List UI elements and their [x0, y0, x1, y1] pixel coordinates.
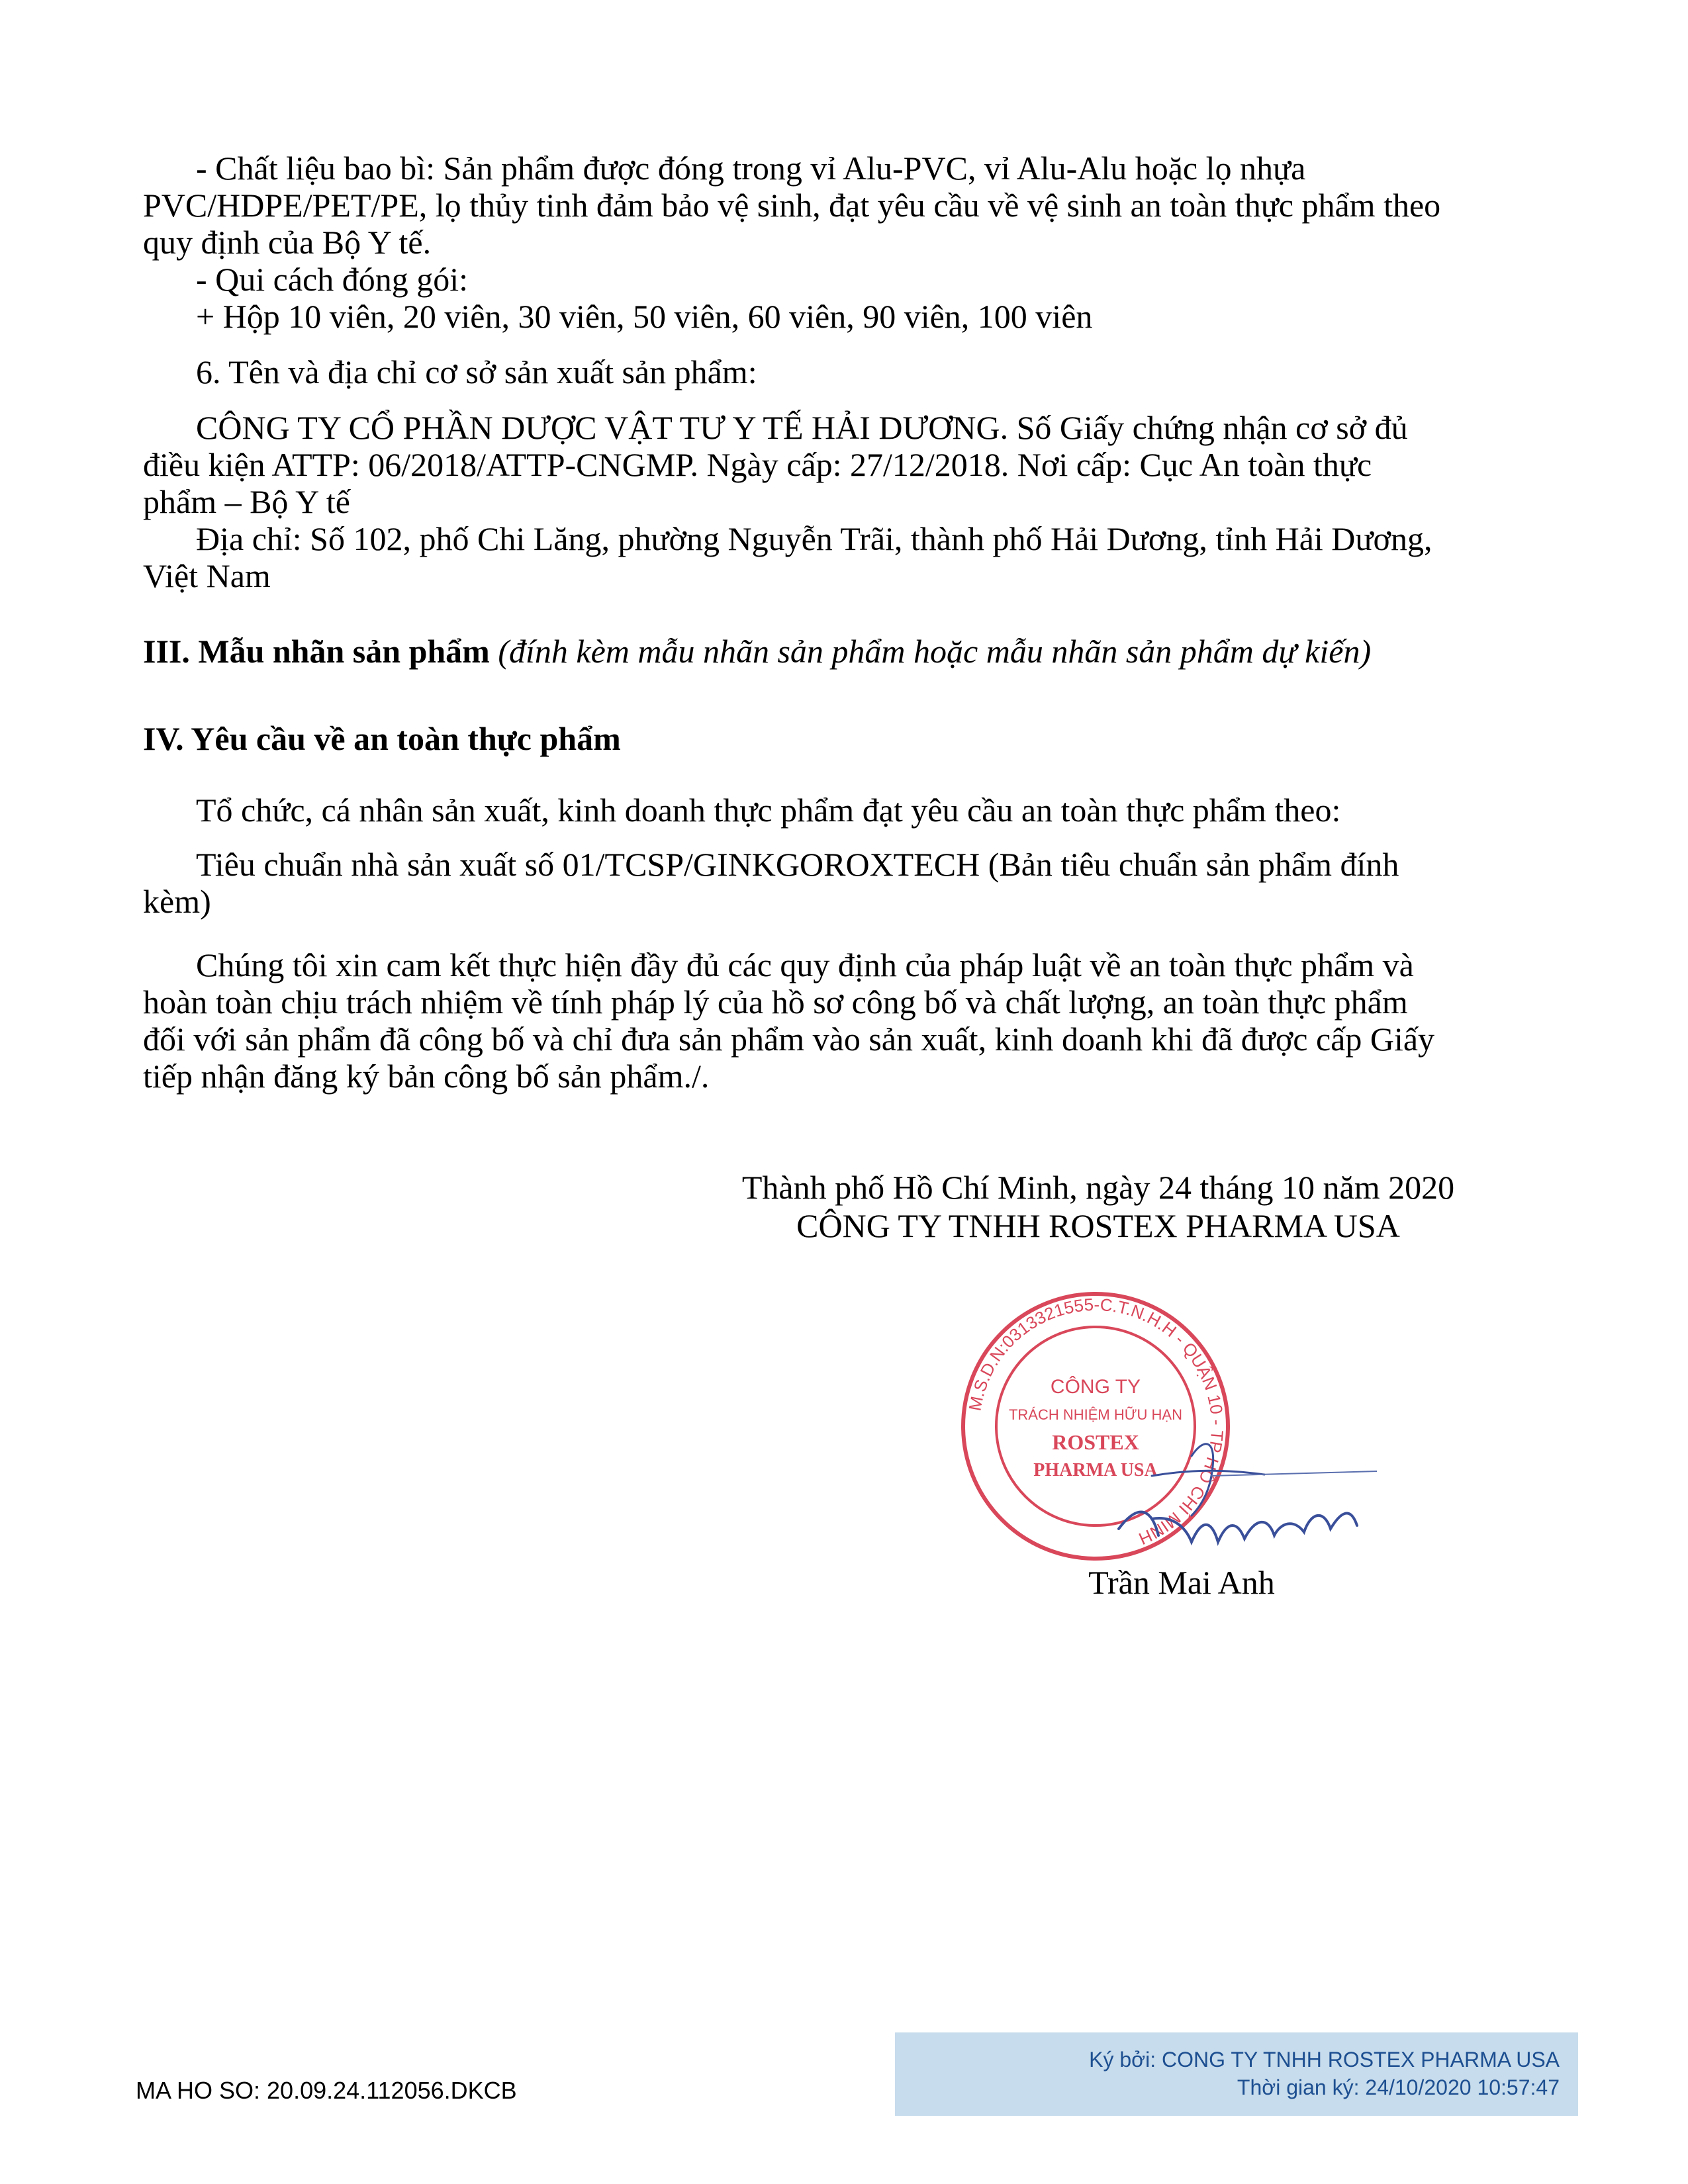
manufacturer-paragraph: [143, 409, 1553, 520]
signed-by: Ký bởi: CONG TY TNHH ROSTEX PHARMA USA: [1089, 2048, 1560, 2071]
text-line: Địa chỉ: Số 102, phố Chi Lăng, phường Nguyễn Trãi, thành phố Hải Dương, tỉnh Hải Dương,: [196, 520, 1432, 557]
stamp-ring-text: M.S.D.N:0313321555-C.T.N.H.H - QUẬN 10 - TP HỒ CHÍ MINH: [964, 1294, 1228, 1549]
packaging-spec-label: - Qui cách đóng gói:: [196, 261, 469, 298]
section-3-heading: III. Mẫu nhãn sản phẩm: [143, 633, 490, 670]
packaging-spec-value: + Hộp 10 viên, 20 viên, 30 viên, 50 viên, 60 viên, 90 viên, 100 viên: [196, 298, 1093, 335]
signed-time: Thời gian ký: 24/10/2020 10:57:47: [1237, 2075, 1560, 2099]
text-line: tiếp nhận đăng ký bản công bố sản phẩm./.: [143, 1058, 710, 1095]
section-4-intro: Tổ chức, cá nhân sản xuất, kinh doanh thực phẩm đạt yêu cầu an toàn thực phẩm theo:: [196, 792, 1341, 829]
commitment-paragraph: [143, 946, 1553, 1095]
stamp-line: ROSTEX: [1052, 1430, 1139, 1454]
section-3-note: (đính kèm mẫu nhãn sản phẩm hoặc mẫu nhãn sản phẩm dự kiến): [498, 633, 1372, 670]
text-line: phẩm – Bộ Y tế: [143, 483, 350, 520]
text-line: hoàn toàn chịu trách nhiệm về tính pháp lý của hồ sơ công bố và chất lượng, an toàn thực phẩm: [143, 983, 1408, 1021]
text-line: Tiêu chuẩn nhà sản xuất số 01/TCSP/GINKGOROXTECH (Bản tiêu chuẩn sản phẩm đính: [196, 846, 1399, 883]
text-line: kèm): [143, 883, 211, 920]
stamp-line: CÔNG TY: [1050, 1376, 1141, 1398]
packaging-material-paragraph: [143, 150, 1553, 261]
text-line: Chúng tôi xin cam kết thực hiện đầy đủ các quy định của pháp luật về an toàn thực phẩm và: [196, 946, 1414, 983]
text-line: - Chất liệu bao bì: Sản phẩm được đóng trong vỉ Alu-PVC, vỉ Alu-Alu hoặc lọ nhựa: [196, 150, 1306, 187]
section-6-title: 6. Tên và địa chỉ cơ sở sản xuất sản phẩm:: [196, 353, 757, 390]
signer-name: Trần Mai Anh: [1088, 1564, 1275, 1601]
text-line: quy định của Bộ Y tế.: [143, 224, 432, 261]
digital-signature-box: [895, 2032, 1578, 2116]
text-line: PVC/HDPE/PET/PE, lọ thủy tinh đảm bảo vệ sinh, đạt yêu cầu về vệ sinh an toàn thực phẩm theo: [143, 187, 1441, 224]
record-code: MA HO SO: 20.09.24.112056.DKCB: [136, 2077, 517, 2104]
section-4-heading: IV. Yêu cầu về an toàn thực phẩm: [143, 720, 621, 757]
signature-stroke: [1152, 1444, 1264, 1516]
text-line: đối với sản phẩm đã công bố và chỉ đưa sản phẩm vào sản xuất, kinh doanh khi đã được cấp Giấy: [143, 1021, 1435, 1058]
place-date: Thành phố Hồ Chí Minh, ngày 24 tháng 10 năm 2020: [741, 1169, 1455, 1206]
manufacturer-address: [143, 520, 1553, 594]
text-line: Việt Nam: [143, 557, 271, 594]
standard-paragraph: [143, 846, 1553, 920]
stamp-line: TRÁCH NHIỆM HỮU HẠN: [1008, 1406, 1183, 1423]
signing-company: CÔNG TY TNHH ROSTEX PHARMA USA: [796, 1207, 1400, 1244]
stamp-line: PHARMA USA: [1033, 1460, 1158, 1480]
text-line: điều kiện ATTP: 06/2018/ATTP-CNGMP. Ngày cấp: 27/12/2018. Nơi cấp: Cục An toàn thực: [143, 446, 1372, 483]
signature-stroke: [1119, 1512, 1357, 1542]
section-3-heading-line: [143, 633, 1553, 670]
handwritten-signature: [1112, 1377, 1423, 1575]
text-line: CÔNG TY CỔ PHẦN DƯỢC VẬT TƯ Y TẾ HẢI DƯƠNG. Số Giấy chứng nhận cơ sở đủ: [196, 409, 1408, 446]
